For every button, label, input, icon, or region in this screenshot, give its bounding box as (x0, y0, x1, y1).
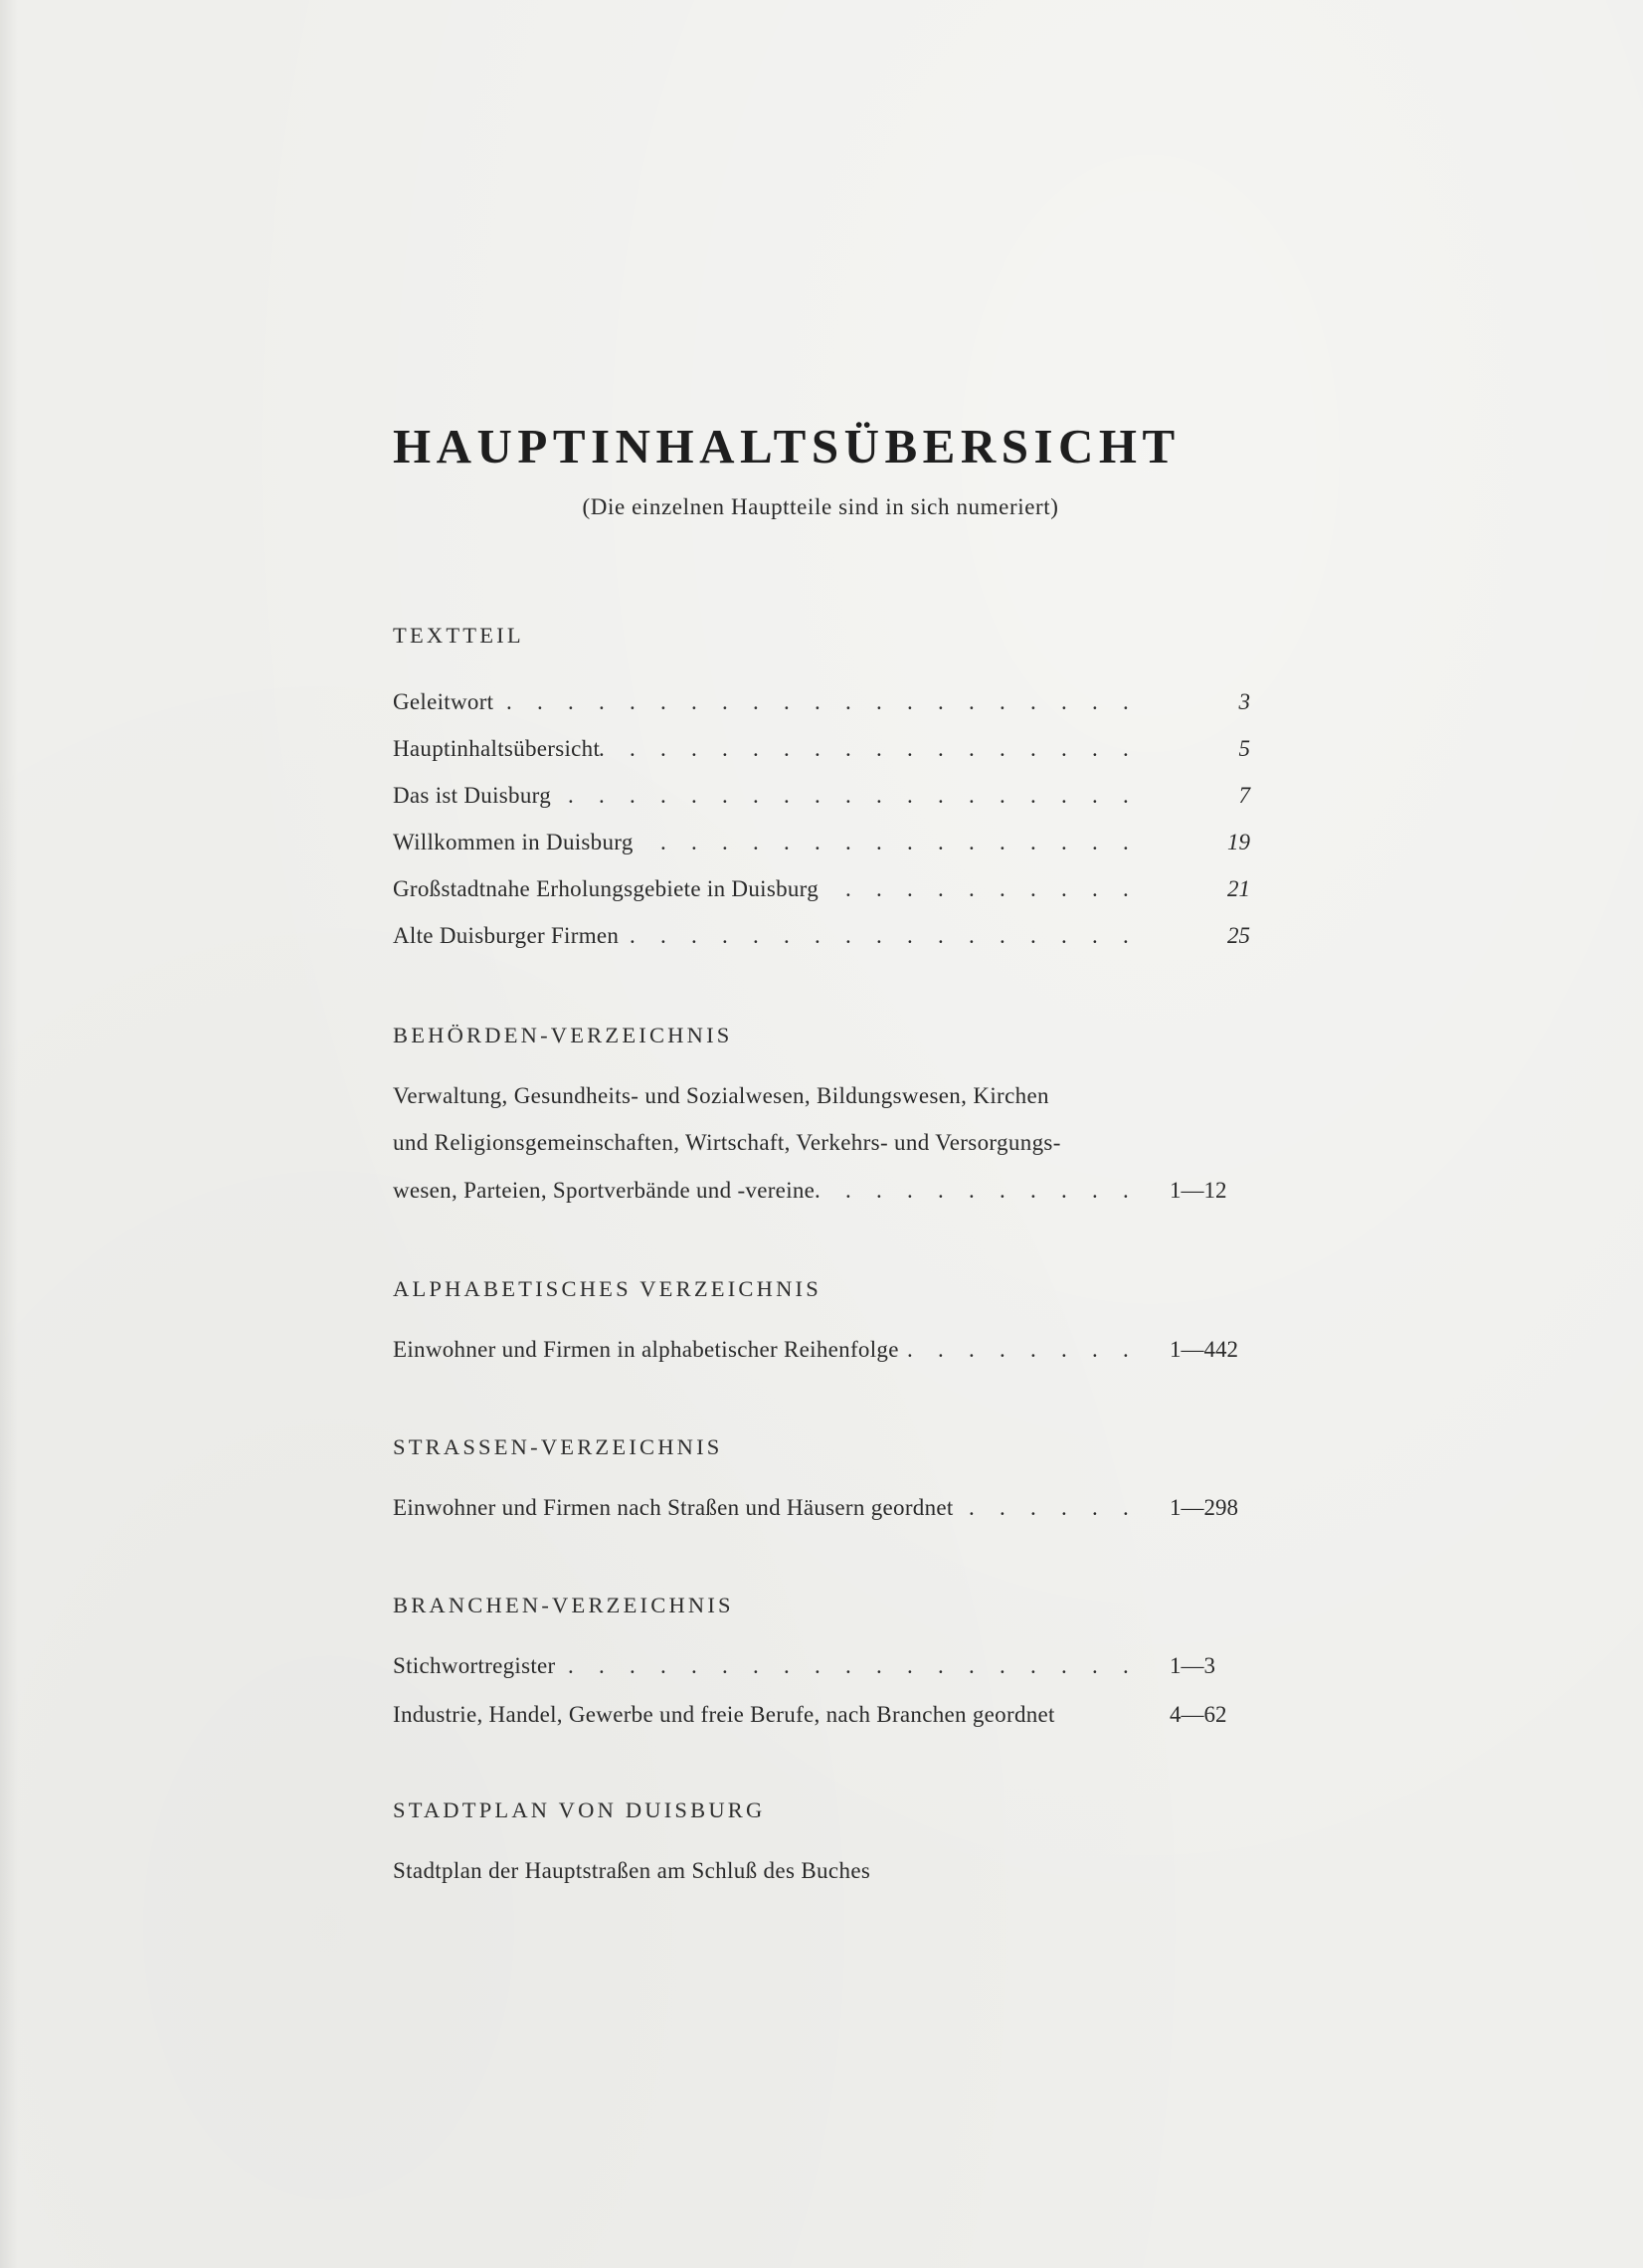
toc-entry (393, 1495, 1250, 1529)
leader-dot: . (969, 783, 975, 808)
dot-leader (660, 830, 1141, 863)
leader-dot: . (876, 689, 882, 714)
leader-dot: . (630, 783, 636, 808)
leader-dot: . (599, 689, 605, 714)
section-heading-textteil: TEXTTEIL (393, 623, 524, 648)
leader-dot: . (630, 1653, 636, 1678)
leader-dot: . (938, 830, 944, 854)
leader-dot: . (599, 736, 605, 761)
leader-dot: . (1000, 1178, 1005, 1203)
leader-dot: . (599, 1653, 605, 1678)
dot-leader (599, 736, 1141, 770)
leader-dot: . (938, 1178, 944, 1203)
leader-dot: . (845, 876, 851, 901)
leader-dot: . (753, 783, 759, 808)
leader-dot: . (1000, 1653, 1005, 1678)
leader-dot: . (722, 830, 728, 854)
leader-dot: . (907, 1653, 913, 1678)
page-range: 4—62 (1170, 1702, 1227, 1727)
leader-dot: . (1123, 876, 1129, 901)
leader-dot: . (784, 689, 790, 714)
leader-dot: . (1123, 923, 1129, 948)
toc-entry (393, 736, 1250, 770)
toc-entry-title: Einwohner und Firmen in alphabetischer Reihenfolge (393, 1337, 899, 1362)
leader-dot: . (876, 923, 882, 948)
page-subtitle: (Die einzelnen Hauptteile sind in sich numeriert) (582, 494, 1059, 519)
dot-leader (506, 689, 1141, 723)
leader-dot: . (691, 923, 697, 948)
leader-dot: . (845, 1653, 851, 1678)
leader-dot: . (1123, 830, 1129, 854)
leader-dot: . (1061, 1337, 1067, 1362)
leader-dot: . (938, 1337, 944, 1362)
leader-dot: . (969, 1495, 975, 1520)
leader-dot: . (1123, 783, 1129, 808)
leader-dot: . (722, 1653, 728, 1678)
leader-dot: . (907, 1178, 913, 1203)
leader-dot: . (1030, 1495, 1036, 1520)
leader-dot: . (815, 783, 821, 808)
leader-dot: . (907, 689, 913, 714)
leader-dot: . (938, 923, 944, 948)
toc-entry (393, 1337, 1250, 1371)
page-title: HAUPTINHALTSÜBERSICHT (393, 419, 1181, 473)
leader-dot: . (660, 689, 666, 714)
leader-dot: . (938, 1653, 944, 1678)
leader-dot: . (691, 736, 697, 761)
leader-dot: . (1061, 1178, 1067, 1203)
dot-leader (630, 923, 1141, 957)
leader-dot: . (660, 783, 666, 808)
leader-dot: . (691, 783, 697, 808)
leader-dot: . (1123, 1653, 1129, 1678)
section-description-line: Verwaltung, Gesundheits- und Sozialwesen, Bildungswesen, Kirchen (393, 1083, 1049, 1108)
leader-dot: . (722, 736, 728, 761)
leader-dot: . (1000, 736, 1005, 761)
leader-dot: . (907, 876, 913, 901)
leader-dot: . (876, 876, 882, 901)
leader-dot: . (1092, 923, 1098, 948)
leader-dot: . (1061, 1495, 1067, 1520)
leader-dot: . (969, 1337, 975, 1362)
toc-entry (393, 830, 1250, 863)
leader-dot: . (660, 923, 666, 948)
page-edge-shadow (0, 0, 18, 2268)
leader-dot: . (1061, 830, 1067, 854)
leader-dot: . (1061, 876, 1067, 901)
leader-dot: . (691, 1653, 697, 1678)
leader-dot: . (969, 1178, 975, 1203)
dot-leader (568, 783, 1141, 817)
toc-entry-title: Großstadtnahe Erholungsgebiete in Duisburg (393, 876, 820, 901)
leader-dot: . (660, 830, 666, 854)
leader-dot: . (1123, 1178, 1129, 1203)
leader-dot: . (722, 783, 728, 808)
leader-dot: . (753, 830, 759, 854)
leader-dot: . (969, 736, 975, 761)
leader-dot: . (1030, 923, 1036, 948)
dot-leader (568, 1653, 1141, 1687)
leader-dot: . (815, 736, 821, 761)
section-heading-alphabetisch: ALPHABETISCHES VERZEICHNIS (393, 1276, 822, 1301)
leader-dot: . (1030, 1178, 1036, 1203)
leader-dot: . (1092, 1337, 1098, 1362)
leader-dot: . (938, 736, 944, 761)
leader-dot: . (784, 830, 790, 854)
leader-dot: . (876, 736, 882, 761)
leader-dot: . (876, 1653, 882, 1678)
leader-dot: . (1000, 783, 1005, 808)
leader-dot: . (815, 1653, 821, 1678)
section-description-line: wesen, Parteien, Sportverbände und -vereine (393, 1178, 816, 1203)
toc-entry-title: Hauptinhaltsübersicht (393, 736, 601, 761)
leader-dot: . (506, 689, 512, 714)
leader-dot: . (907, 830, 913, 854)
leader-dot: . (938, 689, 944, 714)
leader-dot: . (568, 783, 574, 808)
page-range: 1—298 (1170, 1495, 1238, 1520)
leader-dot: . (1000, 689, 1005, 714)
leader-dot: . (1000, 830, 1005, 854)
leader-dot: . (1061, 736, 1067, 761)
leader-dot: . (876, 830, 882, 854)
leader-dot: . (691, 830, 697, 854)
leader-dot: . (753, 923, 759, 948)
leader-dot: . (722, 923, 728, 948)
leader-dot: . (1030, 830, 1036, 854)
leader-dot: . (1030, 1653, 1036, 1678)
leader-dot: . (815, 923, 821, 948)
section-heading-behoerden: BEHÖRDEN-VERZEICHNIS (393, 1023, 733, 1047)
page-range: 1—3 (1170, 1653, 1215, 1678)
leader-dot: . (1061, 923, 1067, 948)
leader-dot: . (568, 689, 574, 714)
leader-dot: . (784, 783, 790, 808)
leader-dot: . (660, 1653, 666, 1678)
leader-dot: . (630, 923, 636, 948)
leader-dot: . (1092, 830, 1098, 854)
dot-leader (845, 876, 1141, 910)
leader-dot: . (1030, 876, 1036, 901)
leader-dot: . (876, 1178, 882, 1203)
dot-leader (907, 1337, 1141, 1371)
leader-dot: . (1061, 1653, 1067, 1678)
toc-entry (393, 876, 1250, 910)
toc-entry-title: Stadtplan der Hauptstraßen am Schluß des Buches (393, 1858, 871, 1883)
toc-entry (393, 689, 1250, 723)
toc-entry-title: Stichwortregister (393, 1653, 556, 1678)
leader-dot: . (1030, 689, 1036, 714)
toc-entry-title: Alte Duisburger Firmen (393, 923, 620, 948)
leader-dot: . (815, 1178, 821, 1203)
page-range: 1—12 (1170, 1178, 1227, 1203)
leader-dot: . (969, 1653, 975, 1678)
leader-dot: . (784, 736, 790, 761)
toc-entry-page: 19 (1227, 830, 1250, 854)
leader-dot: . (753, 689, 759, 714)
leader-dot: . (630, 689, 636, 714)
leader-dot: . (1123, 689, 1129, 714)
leader-dot: . (1123, 736, 1129, 761)
toc-entry-title: Das ist Duisburg (393, 783, 551, 808)
leader-dot: . (537, 689, 543, 714)
toc-entry-title: Einwohner und Firmen nach Straßen und Häusern geordnet (393, 1495, 954, 1520)
leader-dot: . (1092, 1653, 1098, 1678)
leader-dot: . (845, 923, 851, 948)
leader-dot: . (1030, 783, 1036, 808)
leader-dot: . (907, 783, 913, 808)
leader-dot: . (1000, 876, 1005, 901)
leader-dot: . (1030, 736, 1036, 761)
leader-dot: . (1061, 689, 1067, 714)
leader-dot: . (1123, 1337, 1129, 1362)
leader-dot: . (815, 830, 821, 854)
leader-dot: . (845, 1178, 851, 1203)
leader-dot: . (907, 1337, 913, 1362)
leader-dot: . (1092, 1178, 1098, 1203)
leader-dot: . (938, 783, 944, 808)
leader-dot: . (568, 1653, 574, 1678)
toc-entry (393, 1178, 1250, 1212)
section-heading-strassen: STRASSEN-VERZEICHNIS (393, 1434, 723, 1459)
leader-dot: . (969, 876, 975, 901)
leader-dot: . (630, 736, 636, 761)
toc-entry (393, 923, 1250, 957)
leader-dot: . (1061, 783, 1067, 808)
leader-dot: . (969, 923, 975, 948)
leader-dot: . (599, 783, 605, 808)
leader-dot: . (722, 689, 728, 714)
leader-dot: . (907, 923, 913, 948)
leader-dot: . (1092, 736, 1098, 761)
toc-entry-page: 3 (1238, 689, 1250, 714)
leader-dot: . (938, 876, 944, 901)
dot-leader (969, 1495, 1141, 1529)
leader-dot: . (815, 689, 821, 714)
leader-dot: . (969, 689, 975, 714)
toc-entry-page: 21 (1227, 876, 1250, 901)
leader-dot: . (876, 783, 882, 808)
leader-dot: . (845, 783, 851, 808)
section-heading-stadtplan: STADTPLAN VON DUISBURG (393, 1797, 766, 1822)
dot-leader (815, 1178, 1141, 1212)
toc-entry-page: 5 (1238, 736, 1250, 761)
leader-dot: . (1000, 1495, 1005, 1520)
toc-entry-title: Industrie, Handel, Gewerbe und freie Berufe, nach Branchen geordnet (393, 1702, 1055, 1727)
leader-dot: . (845, 736, 851, 761)
leader-dot: . (753, 1653, 759, 1678)
leader-dot: . (1092, 689, 1098, 714)
leader-dot: . (784, 923, 790, 948)
leader-dot: . (1123, 1495, 1129, 1520)
leader-dot: . (1092, 1495, 1098, 1520)
section-heading-branchen: BRANCHEN-VERZEICHNIS (393, 1593, 734, 1617)
leader-dot: . (1030, 1337, 1036, 1362)
toc-entry-page: 25 (1227, 923, 1250, 948)
toc-entry (393, 1653, 1250, 1687)
toc-entry-title: Geleitwort (393, 689, 494, 714)
leader-dot: . (907, 736, 913, 761)
leader-dot: . (969, 830, 975, 854)
leader-dot: . (691, 689, 697, 714)
toc-entry-page: 7 (1238, 783, 1250, 808)
leader-dot: . (1000, 1337, 1005, 1362)
toc-entry (393, 783, 1250, 817)
section-description-line: und Religionsgemeinschaften, Wirtschaft, Verkehrs- und Versorgungs- (393, 1130, 1061, 1155)
leader-dot: . (1000, 923, 1005, 948)
leader-dot: . (845, 689, 851, 714)
leader-dot: . (1092, 783, 1098, 808)
toc-entry-title: Willkommen in Duisburg (393, 830, 634, 854)
leader-dot: . (753, 736, 759, 761)
leader-dot: . (1092, 876, 1098, 901)
toc-entry (393, 1702, 1250, 1736)
page-range: 1—442 (1170, 1337, 1238, 1362)
leader-dot: . (845, 830, 851, 854)
leader-dot: . (784, 1653, 790, 1678)
leader-dot: . (660, 736, 666, 761)
